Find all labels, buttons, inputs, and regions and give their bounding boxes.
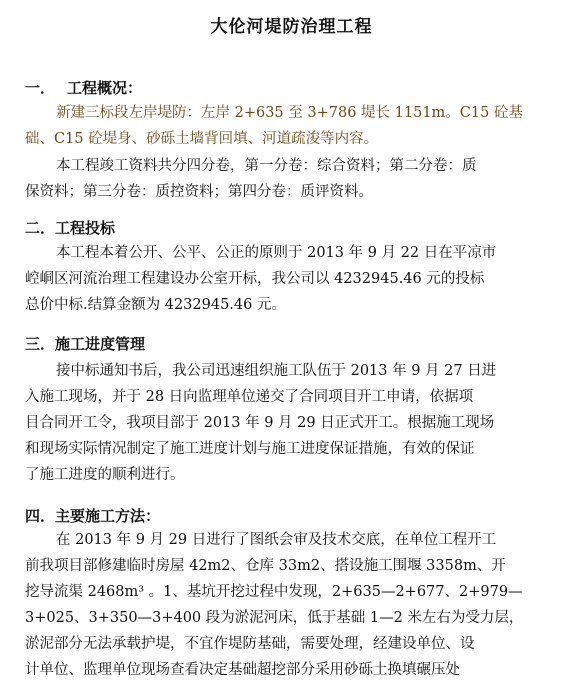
- text-line: 和现场实际情况制定了施工进度计划与施工进度保证措施，有效的保证: [25, 441, 475, 457]
- text-line: 淤泥部分无法承载护堤，不宜作堤防基础，需要处理，经建设单位、设: [25, 636, 475, 652]
- paragraph: [25, 358, 573, 488]
- section-heading-1: [25, 77, 142, 98]
- text-line: 计单位、监理单位现场查看决定基础超挖部分采用砂砾土换填碾压处: [25, 662, 460, 678]
- document-title: 大伦河堤防治理工程: [210, 17, 373, 37]
- paragraph: [25, 240, 573, 318]
- paragraph: [25, 153, 573, 205]
- text-line: 目合同开工令，我项目部于 2013 年 9 月 29 日正式开工。根据施工现场: [25, 415, 495, 431]
- section-title: 主要施工方法：: [55, 507, 161, 525]
- section-heading-2: [25, 217, 115, 238]
- text-line: 挖导流渠 2468m³ 。1、基坑开挖过程中发现，2+635—2+677、2+979—: [25, 584, 523, 600]
- section-number: 二．: [25, 219, 56, 237]
- text-line: 崆峒区河流治理工程建设办公室开标，我公司以 4232945.46 元的投标: [25, 271, 485, 287]
- text-line: 础、C15 砼堤身、砂砾土墙背回填、河道疏浚等内容。: [25, 131, 379, 147]
- section-heading-4: [25, 505, 160, 526]
- section-title: 工程概况：: [67, 79, 143, 97]
- section-number: 四．: [25, 507, 56, 525]
- section-title: 施工进度管理: [55, 335, 146, 353]
- text-line: 3+025、3+350—3+400 段为淤泥河床，低于基础 1—2 米左右为受力层，: [25, 610, 524, 626]
- text-line: 保资料；第三分卷：质控资料；第四分卷：质评资料。: [25, 184, 373, 200]
- text-line: 了施工进度的顺利进行。: [25, 467, 185, 483]
- text-line: 本工程竣工资料共分四分卷，第一分卷：综合资料；第二分卷：质: [56, 158, 477, 174]
- section-heading-3: [25, 333, 145, 354]
- text-line: 总价中标.结算金额为 4232945.46 元。: [25, 297, 286, 313]
- text-line: 接中标通知书后，我公司迅速组织施工队伍于 2013 年 9 月 27 日进: [56, 363, 497, 379]
- text-line: 在 2013 年 9 月 29 日进行了图纸会审及技术交底，在单位工程开工: [56, 532, 497, 548]
- section-number: 三．: [25, 335, 56, 353]
- text-line: 本工程本着公开、公平、公正的原则于 2013 年 9 月 22 日在平凉市: [56, 245, 497, 261]
- text-line: 前我项目部修建临时房屋 42m2、仓库 33m2、搭设施工围堰 3358m、开: [25, 558, 506, 574]
- text-line: 新建三标段左岸堤防：左岸 2+635 至 3+786 堤长 1151m。C15 砼基: [56, 105, 523, 121]
- section-title: 工程投标: [55, 219, 116, 237]
- paragraph: [25, 527, 573, 683]
- text-line: 入施工现场，并于 28 日向监理单位递交了合同项目开工申请，依据项: [25, 389, 474, 405]
- paragraph: [25, 100, 573, 152]
- section-number: 一．: [25, 79, 56, 97]
